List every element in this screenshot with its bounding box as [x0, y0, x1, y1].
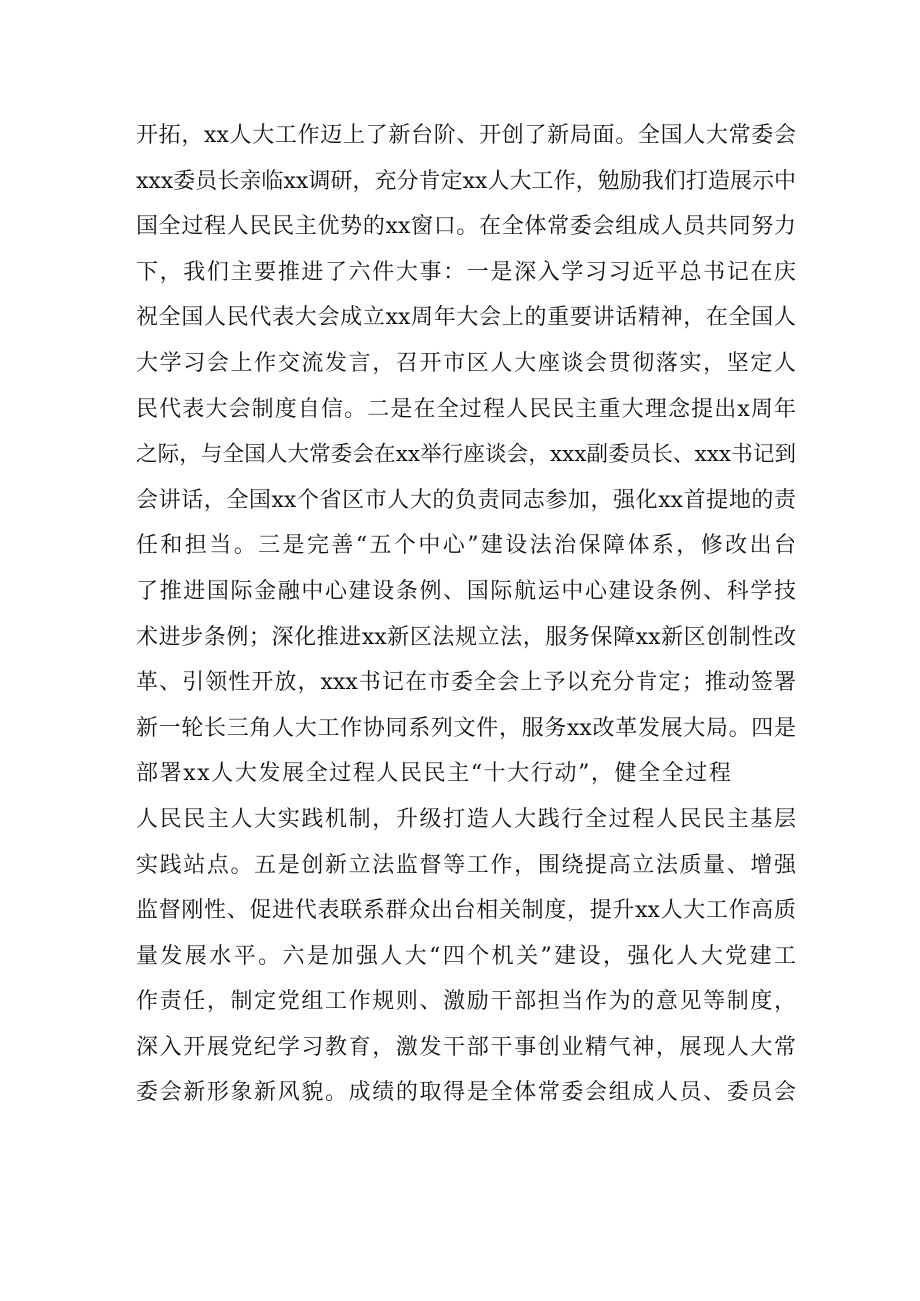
- body-text: [136, 113, 796, 1116]
- text-line: 实践站点。五是创新立法监督等工作，围绕提高立法质量、增强: [136, 852, 796, 878]
- text-line: 下，我们主要推进了六件大事：一是深入学习习近平总书记在庆: [136, 259, 796, 285]
- text-line: 术进步条例；深化推进xx新区法规立法，服务保障xx新区创制性改: [136, 624, 796, 650]
- text-line: xxx委员长亲临xx调研，充分肯定xx人大工作，勉励我们打造展示中: [136, 168, 796, 194]
- text-line: 作责任，制定党组工作规则、激励干部担当作为的意见等制度，: [136, 989, 796, 1015]
- text-line: 量发展水平。六是加强人大“四个机关”建设，强化人大党建工: [136, 943, 796, 969]
- text-line: 祝全国人民代表大会成立xx周年大会上的重要讲话精神，在全国人: [136, 305, 796, 331]
- text-line: 新一轮长三角人大工作协同系列文件，服务xx改革发展大局。四是: [136, 715, 796, 741]
- text-line: 人民民主人大实践机制，升级打造人大践行全过程人民民主基层: [136, 806, 796, 832]
- text-line: 深入开展党纪学习教育，激发干部干事创业精气神，展现人大常: [136, 1034, 796, 1060]
- text-line: 民代表大会制度自信。二是在全过程人民民主重大理念提出x周年: [136, 396, 796, 422]
- text-line: 国全过程人民民主优势的xx窗口。在全体常委会组成人员共同努力: [136, 214, 796, 240]
- text-line: 了推进国际金融中心建设条例、国际航运中心建设条例、科学技: [136, 578, 796, 604]
- text-line: 委会新形象新风貌。成绩的取得是全体常委会组成人员、委员会: [136, 1080, 796, 1106]
- text-line: 大学习会上作交流发言，召开市区人大座谈会贯彻落实，坚定人: [136, 350, 796, 376]
- text-line: 之际，与全国人大常委会在xx举行座谈会，xxx副委员长、xxx书记到: [136, 442, 796, 468]
- text-line: 开拓，xx人大工作迈上了新台阶、开创了新局面。全国人大常委会: [136, 123, 796, 148]
- text-line: 会讲话，全国xx个省区市人大的负责同志参加，强化xx首提地的责: [136, 487, 796, 513]
- text-line: 部署xx人大发展全过程人民民主“十大行动”，健全全过程: [136, 761, 733, 787]
- text-line: 革、引领性开放，xxx书记在市委全会上予以充分肯定；推动签署: [136, 670, 796, 696]
- text-line: 监督刚性、促进代表联系群众出台相关制度，提升xx人大工作高质: [136, 898, 796, 924]
- text-line: 任和担当。三是完善“五个中心”建设法治保障体系，修改出台: [136, 533, 796, 559]
